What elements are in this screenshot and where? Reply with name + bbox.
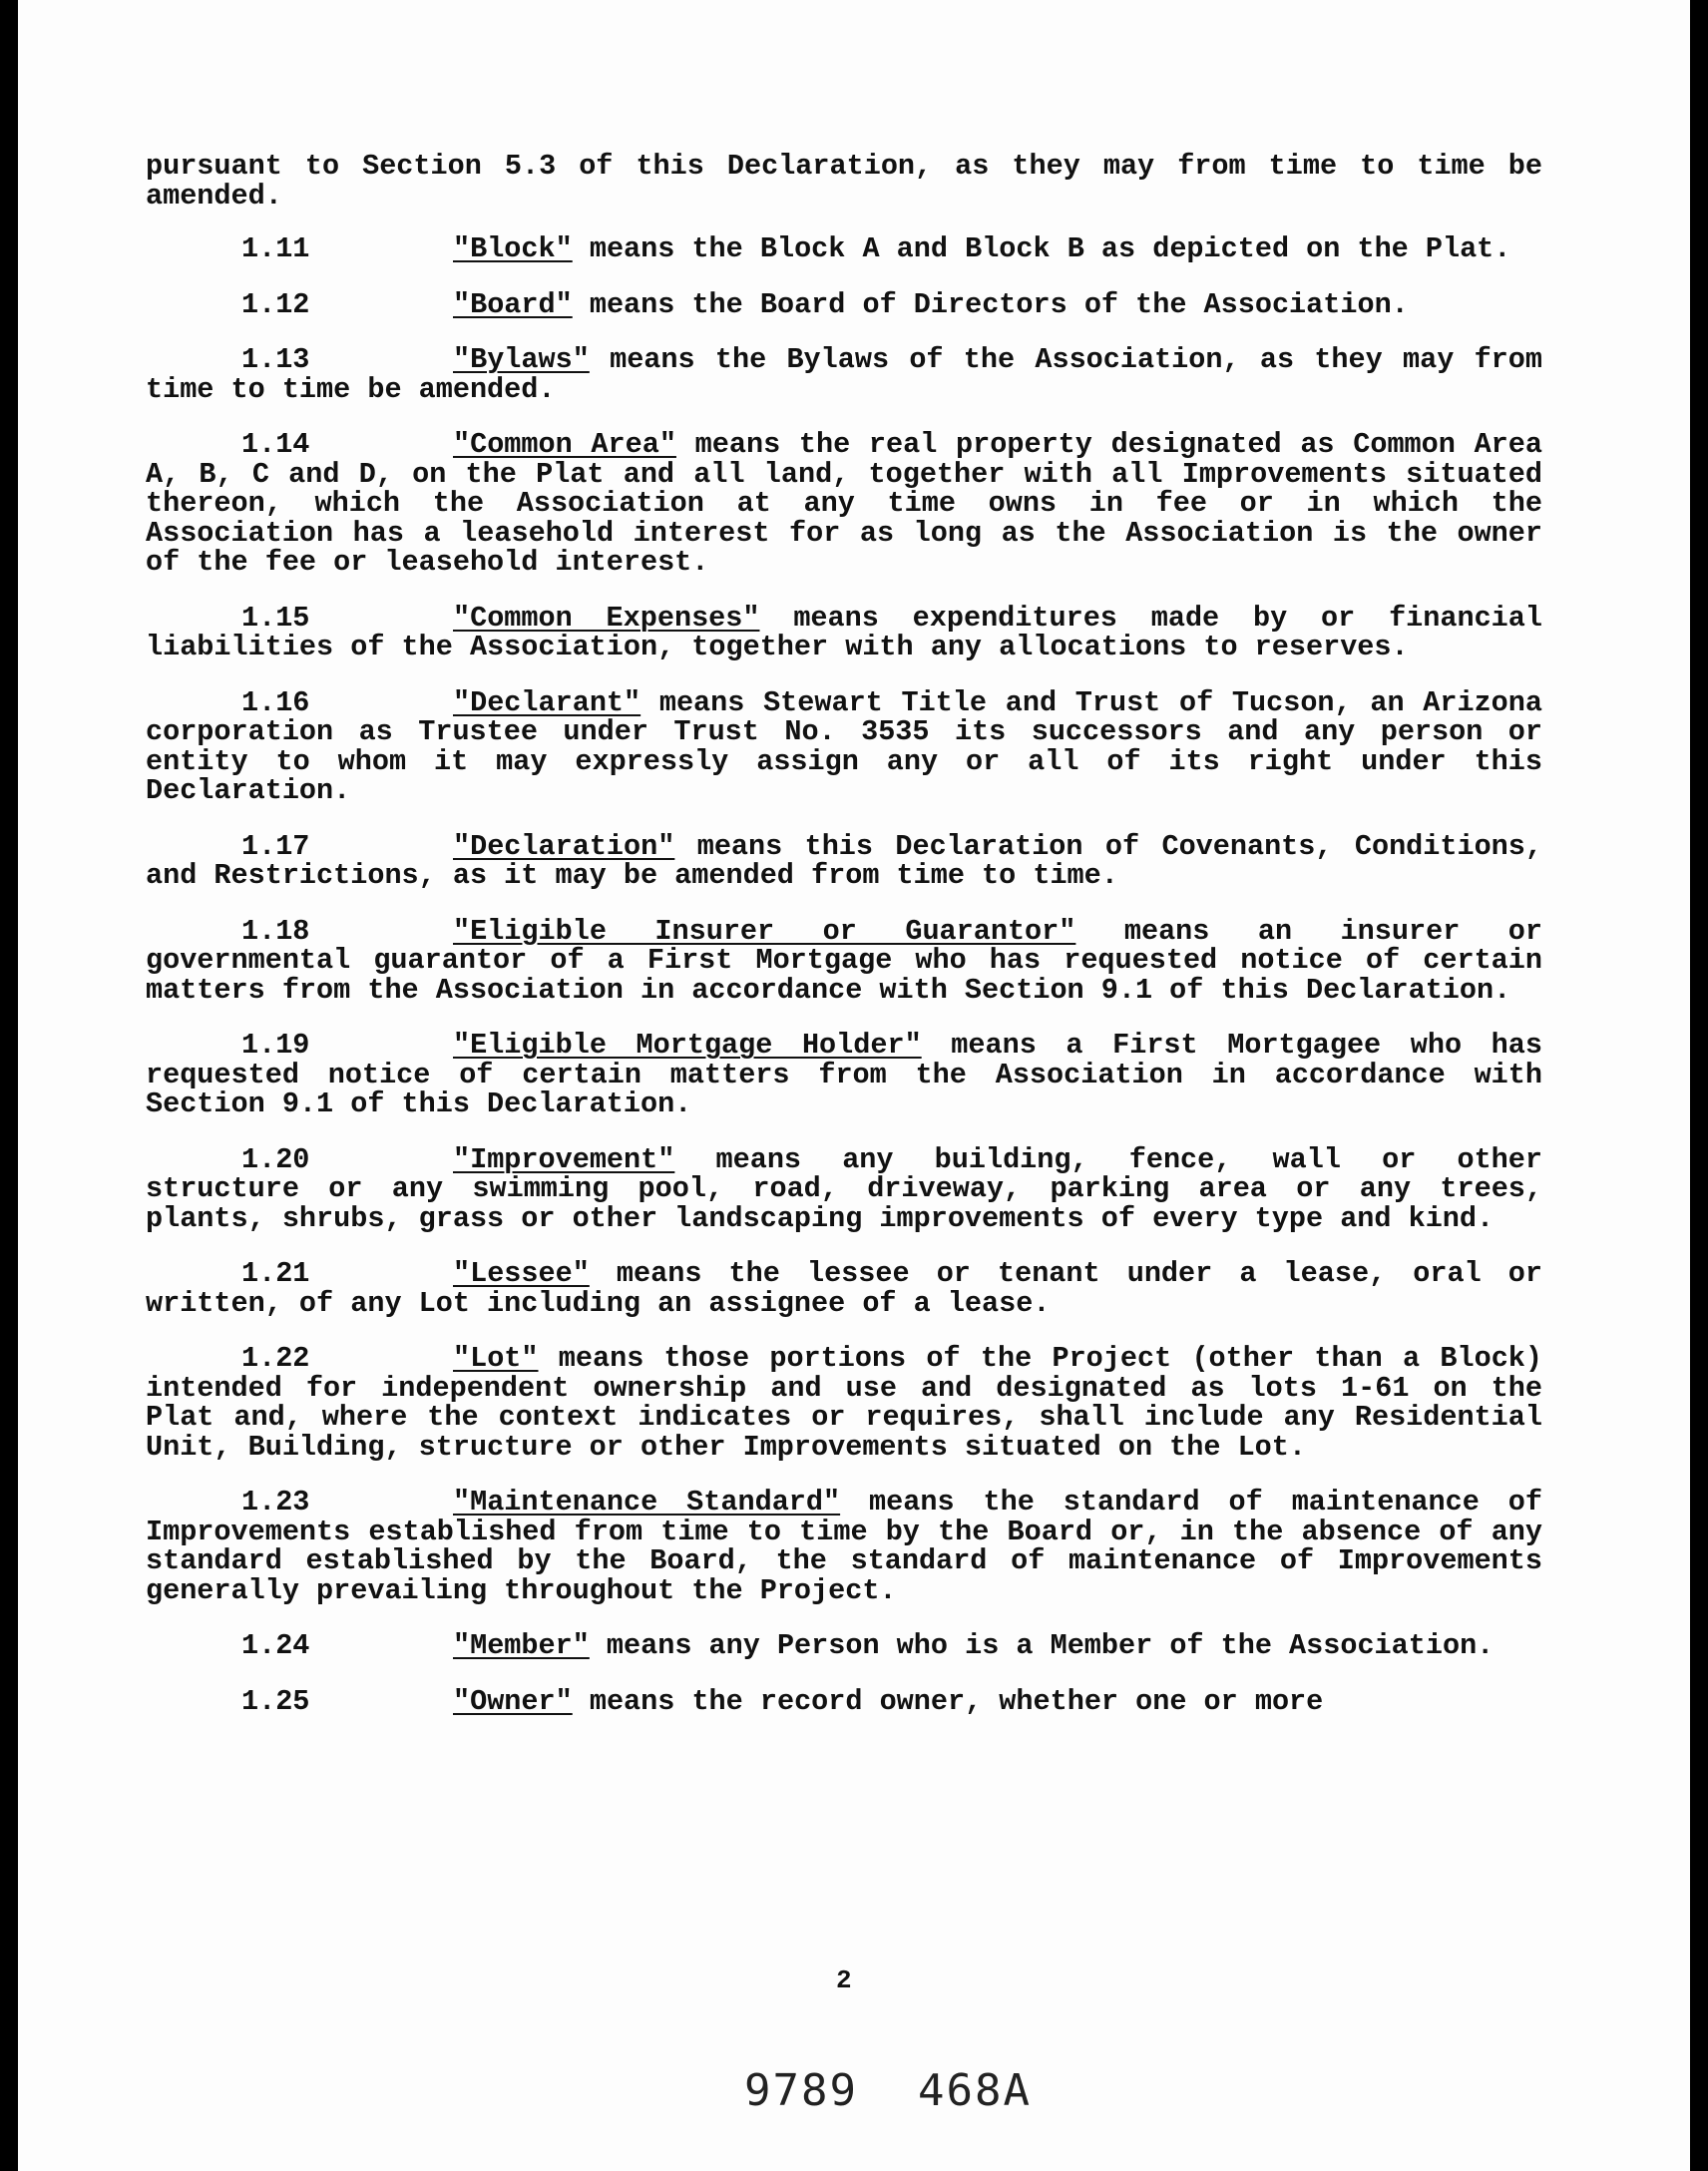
- defined-term: "Declarant": [453, 685, 641, 719]
- defined-term: "Block": [453, 232, 573, 265]
- section-number: 1.18: [241, 914, 310, 948]
- defined-term: "Eligible Insurer or Guarantor": [453, 914, 1076, 948]
- section-number: 1.25: [241, 1684, 310, 1718]
- definition-1-25: [146, 1684, 1542, 1718]
- defined-term: "Declaration": [453, 829, 675, 863]
- section-number: 1.19: [241, 1029, 310, 1062]
- defined-term: "Lessee": [453, 1257, 590, 1290]
- defined-term: "Lot": [453, 1342, 539, 1375]
- defined-term: "Maintenance Standard": [453, 1486, 841, 1519]
- definition-text: means those portions of the Project (other than a Block) intended for independent ownership and use and designated as lots 1-61 on the Plat and, where the context indicates or requires, shall include any Residential Unit, Building, structure or other Improvements situated on the Lot.: [146, 1342, 1542, 1464]
- definition-text: means this Declaration of Covenants, Conditions, and Restrictions, as it may be amended from time to time.: [146, 829, 1542, 892]
- section-number: 1.14: [241, 428, 310, 461]
- definition-text: means the record owner, whether one or more: [572, 1684, 1324, 1718]
- definition-1-21: [146, 1259, 1542, 1318]
- definition-text: means a First Mortgagee who has requested notice of certain matters from the Association in accordance with Section 9.1 of this Declaration.: [146, 1029, 1542, 1120]
- document-page: [18, 0, 1690, 2171]
- definition-1-15: [146, 601, 1542, 663]
- definition-1-12: [146, 287, 1542, 321]
- definition-1-19: [146, 1031, 1542, 1119]
- section-number: 1.12: [241, 287, 310, 321]
- definition-1-20: [146, 1142, 1542, 1235]
- section-number: 1.21: [241, 1257, 310, 1290]
- definition-1-11: [146, 234, 1542, 264]
- defined-term: "Common Expenses": [453, 601, 760, 635]
- defined-term: "Eligible Mortgage Holder": [453, 1029, 922, 1062]
- definition-1-14: [146, 430, 1542, 578]
- section-number: 1.17: [241, 829, 310, 863]
- definition-text: means expenditures made by or financial liabilities of the Association, together with any allocations to reserves.: [146, 601, 1542, 663]
- definition-1-17: [146, 829, 1542, 892]
- section-number: 1.16: [241, 685, 310, 719]
- definition-1-16: [146, 685, 1542, 807]
- definition-text: means the real property designated as Common Area A, B, C and D, on the Plat and all land, together with all Improvements situated thereon, which the Association at any time owns in fee or in which the Association has a leasehold interest for as long as the Association is the owner of the fee or leasehold interest.: [146, 428, 1542, 579]
- definition-1-22: [146, 1344, 1542, 1462]
- definition-text: means the lessee or tenant under a lease, oral or written, of any Lot including an assignee of a lease.: [146, 1257, 1542, 1320]
- defined-term: "Board": [453, 287, 573, 321]
- doc-number-right: 468A: [917, 2065, 1032, 2116]
- definition-1-18: [146, 914, 1543, 1007]
- intro-paragraph: pursuant to Section 5.3 of this Declaration, as they may from time to time be amended.: [146, 150, 1542, 213]
- defined-term: "Improvement": [453, 1142, 675, 1176]
- document-control-number: [744, 2065, 1032, 2116]
- definition-text: means the standard of maintenance of Improvements established from time to time by the Board or, in the absence of any standard established by the Board, the standard of maintenance of Improvements generally prevailing throughout the Project.: [146, 1486, 1542, 1607]
- section-number: 1.15: [241, 601, 310, 635]
- definition-text: means the Board of Directors of the Association.: [572, 287, 1409, 321]
- definition-text: means the Block A and Block B as depicted on the Plat.: [572, 232, 1511, 265]
- defined-term: "Common Area": [453, 428, 676, 461]
- defined-term: "Member": [453, 1629, 590, 1662]
- definition-text: means any Person who is a Member of the Association.: [589, 1629, 1494, 1662]
- definition-text: means any building, fence, wall or other structure or any swimming pool, road, driveway, parking area or any trees, plants, shrubs, grass or other landscaping improvements of every type and kind.: [146, 1142, 1542, 1235]
- definition-1-24: [146, 1631, 1542, 1661]
- definition-1-13: [146, 345, 1542, 404]
- document-body: [146, 152, 1542, 1742]
- doc-number-left: 9789: [744, 2065, 858, 2116]
- section-number: 1.20: [241, 1142, 310, 1176]
- section-number: 1.22: [241, 1342, 310, 1375]
- defined-term: "Bylaws": [453, 343, 590, 376]
- section-number: 1.24: [241, 1629, 310, 1662]
- section-number: 1.23: [241, 1486, 310, 1519]
- definition-text: means Stewart Title and Trust of Tucson, an Arizona corporation as Trustee under Trust No. 3535 its successors and any person or entity to whom it may expressly assign any or all of its right under this Declaration.: [146, 685, 1542, 807]
- definition-1-23: [146, 1488, 1542, 1605]
- defined-term: "Owner": [453, 1684, 573, 1718]
- definition-text: means an insurer or governmental guarantor of a First Mortgage who has requested notice of certain matters from the Association in accordance with Section 9.1 of this Declaration.: [146, 914, 1543, 1007]
- section-number: 1.13: [241, 343, 310, 376]
- definition-text: means the Bylaws of the Association, as they may from time to time be amended.: [146, 343, 1542, 406]
- page-number: 2: [836, 1965, 852, 1995]
- section-number: 1.11: [241, 232, 310, 265]
